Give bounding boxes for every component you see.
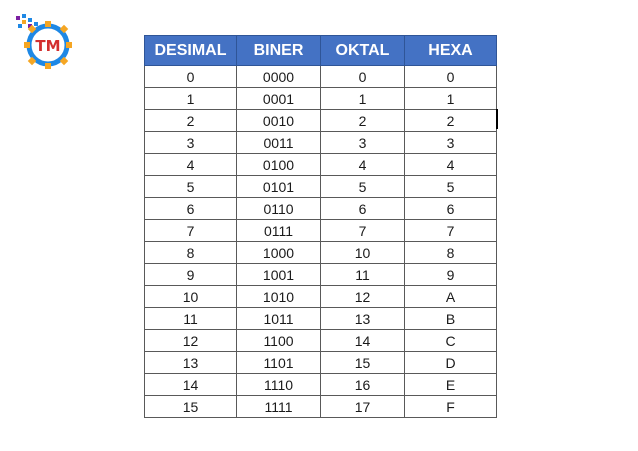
cell-desimal: 7 bbox=[145, 220, 237, 242]
cell-desimal: 0 bbox=[145, 66, 237, 88]
text-cursor bbox=[496, 109, 498, 129]
cell-hexa: 3 bbox=[405, 132, 497, 154]
cell-biner: 1101 bbox=[237, 352, 321, 374]
table-body bbox=[145, 66, 497, 418]
logo-letters: TM bbox=[35, 37, 61, 55]
cell-desimal: 5 bbox=[145, 176, 237, 198]
cell-biner: 1000 bbox=[237, 242, 321, 264]
cell-desimal: 2 bbox=[145, 110, 237, 132]
cell-hexa: 1 bbox=[405, 88, 497, 110]
cell-oktal: 11 bbox=[321, 264, 405, 286]
cell-biner: 0011 bbox=[237, 132, 321, 154]
number-conversion-table bbox=[144, 35, 497, 418]
table-row bbox=[145, 396, 497, 418]
cell-biner: 1011 bbox=[237, 308, 321, 330]
cell-desimal: 13 bbox=[145, 352, 237, 374]
cell-hexa: A bbox=[405, 286, 497, 308]
table-row bbox=[145, 110, 497, 132]
cell-oktal: 5 bbox=[321, 176, 405, 198]
table-row bbox=[145, 88, 497, 110]
cell-oktal: 15 bbox=[321, 352, 405, 374]
cell-hexa: B bbox=[405, 308, 497, 330]
table-row bbox=[145, 154, 497, 176]
cell-oktal: 0 bbox=[321, 66, 405, 88]
cell-oktal: 7 bbox=[321, 220, 405, 242]
cell-hexa: F bbox=[405, 396, 497, 418]
table-row bbox=[145, 330, 497, 352]
table-row bbox=[145, 286, 497, 308]
cell-oktal: 4 bbox=[321, 154, 405, 176]
cell-oktal: 3 bbox=[321, 132, 405, 154]
conversion-table-container bbox=[144, 35, 496, 418]
cell-biner: 1100 bbox=[237, 330, 321, 352]
cell-biner: 1110 bbox=[237, 374, 321, 396]
cell-biner: 0100 bbox=[237, 154, 321, 176]
cell-desimal: 15 bbox=[145, 396, 237, 418]
cell-oktal: 6 bbox=[321, 198, 405, 220]
table-row bbox=[145, 176, 497, 198]
cell-hexa: E bbox=[405, 374, 497, 396]
cell-desimal: 14 bbox=[145, 374, 237, 396]
cell-oktal: 10 bbox=[321, 242, 405, 264]
cell-biner: 1010 bbox=[237, 286, 321, 308]
cell-oktal: 12 bbox=[321, 286, 405, 308]
cell-hexa: 9 bbox=[405, 264, 497, 286]
header-hexa: HEXA bbox=[405, 36, 497, 66]
cell-hexa: D bbox=[405, 352, 497, 374]
cell-hexa: 4 bbox=[405, 154, 497, 176]
table-row bbox=[145, 352, 497, 374]
cell-desimal: 4 bbox=[145, 154, 237, 176]
cell-hexa: C bbox=[405, 330, 497, 352]
cell-oktal: 14 bbox=[321, 330, 405, 352]
cell-desimal: 10 bbox=[145, 286, 237, 308]
cell-oktal: 13 bbox=[321, 308, 405, 330]
table-header-row bbox=[145, 36, 497, 66]
cell-desimal: 12 bbox=[145, 330, 237, 352]
table-row bbox=[145, 242, 497, 264]
logo bbox=[16, 14, 74, 72]
cell-hexa: 2 bbox=[405, 110, 497, 132]
cell-desimal: 9 bbox=[145, 264, 237, 286]
cell-biner: 0110 bbox=[237, 198, 321, 220]
table-row bbox=[145, 198, 497, 220]
cell-desimal: 1 bbox=[145, 88, 237, 110]
cell-desimal: 11 bbox=[145, 308, 237, 330]
cell-biner: 0010 bbox=[237, 110, 321, 132]
cell-hexa: 7 bbox=[405, 220, 497, 242]
cell-biner: 0001 bbox=[237, 88, 321, 110]
cell-oktal: 2 bbox=[321, 110, 405, 132]
cell-biner: 0000 bbox=[237, 66, 321, 88]
cell-desimal: 8 bbox=[145, 242, 237, 264]
cell-hexa: 8 bbox=[405, 242, 497, 264]
cell-desimal: 6 bbox=[145, 198, 237, 220]
header-desimal: DESIMAL bbox=[145, 36, 237, 66]
cell-hexa: 6 bbox=[405, 198, 497, 220]
gear-logo-icon bbox=[16, 14, 74, 72]
cell-oktal: 16 bbox=[321, 374, 405, 396]
cell-oktal: 1 bbox=[321, 88, 405, 110]
table-row bbox=[145, 264, 497, 286]
header-biner: BINER bbox=[237, 36, 321, 66]
cell-biner: 0101 bbox=[237, 176, 321, 198]
cell-biner: 1001 bbox=[237, 264, 321, 286]
table-row bbox=[145, 374, 497, 396]
table-row bbox=[145, 132, 497, 154]
table-row bbox=[145, 308, 497, 330]
table-row bbox=[145, 220, 497, 242]
cell-biner: 1111 bbox=[237, 396, 321, 418]
cell-biner: 0111 bbox=[237, 220, 321, 242]
cell-hexa: 5 bbox=[405, 176, 497, 198]
table-row bbox=[145, 66, 497, 88]
header-oktal: OKTAL bbox=[321, 36, 405, 66]
cell-hexa: 0 bbox=[405, 66, 497, 88]
cell-desimal: 3 bbox=[145, 132, 237, 154]
cell-oktal: 17 bbox=[321, 396, 405, 418]
